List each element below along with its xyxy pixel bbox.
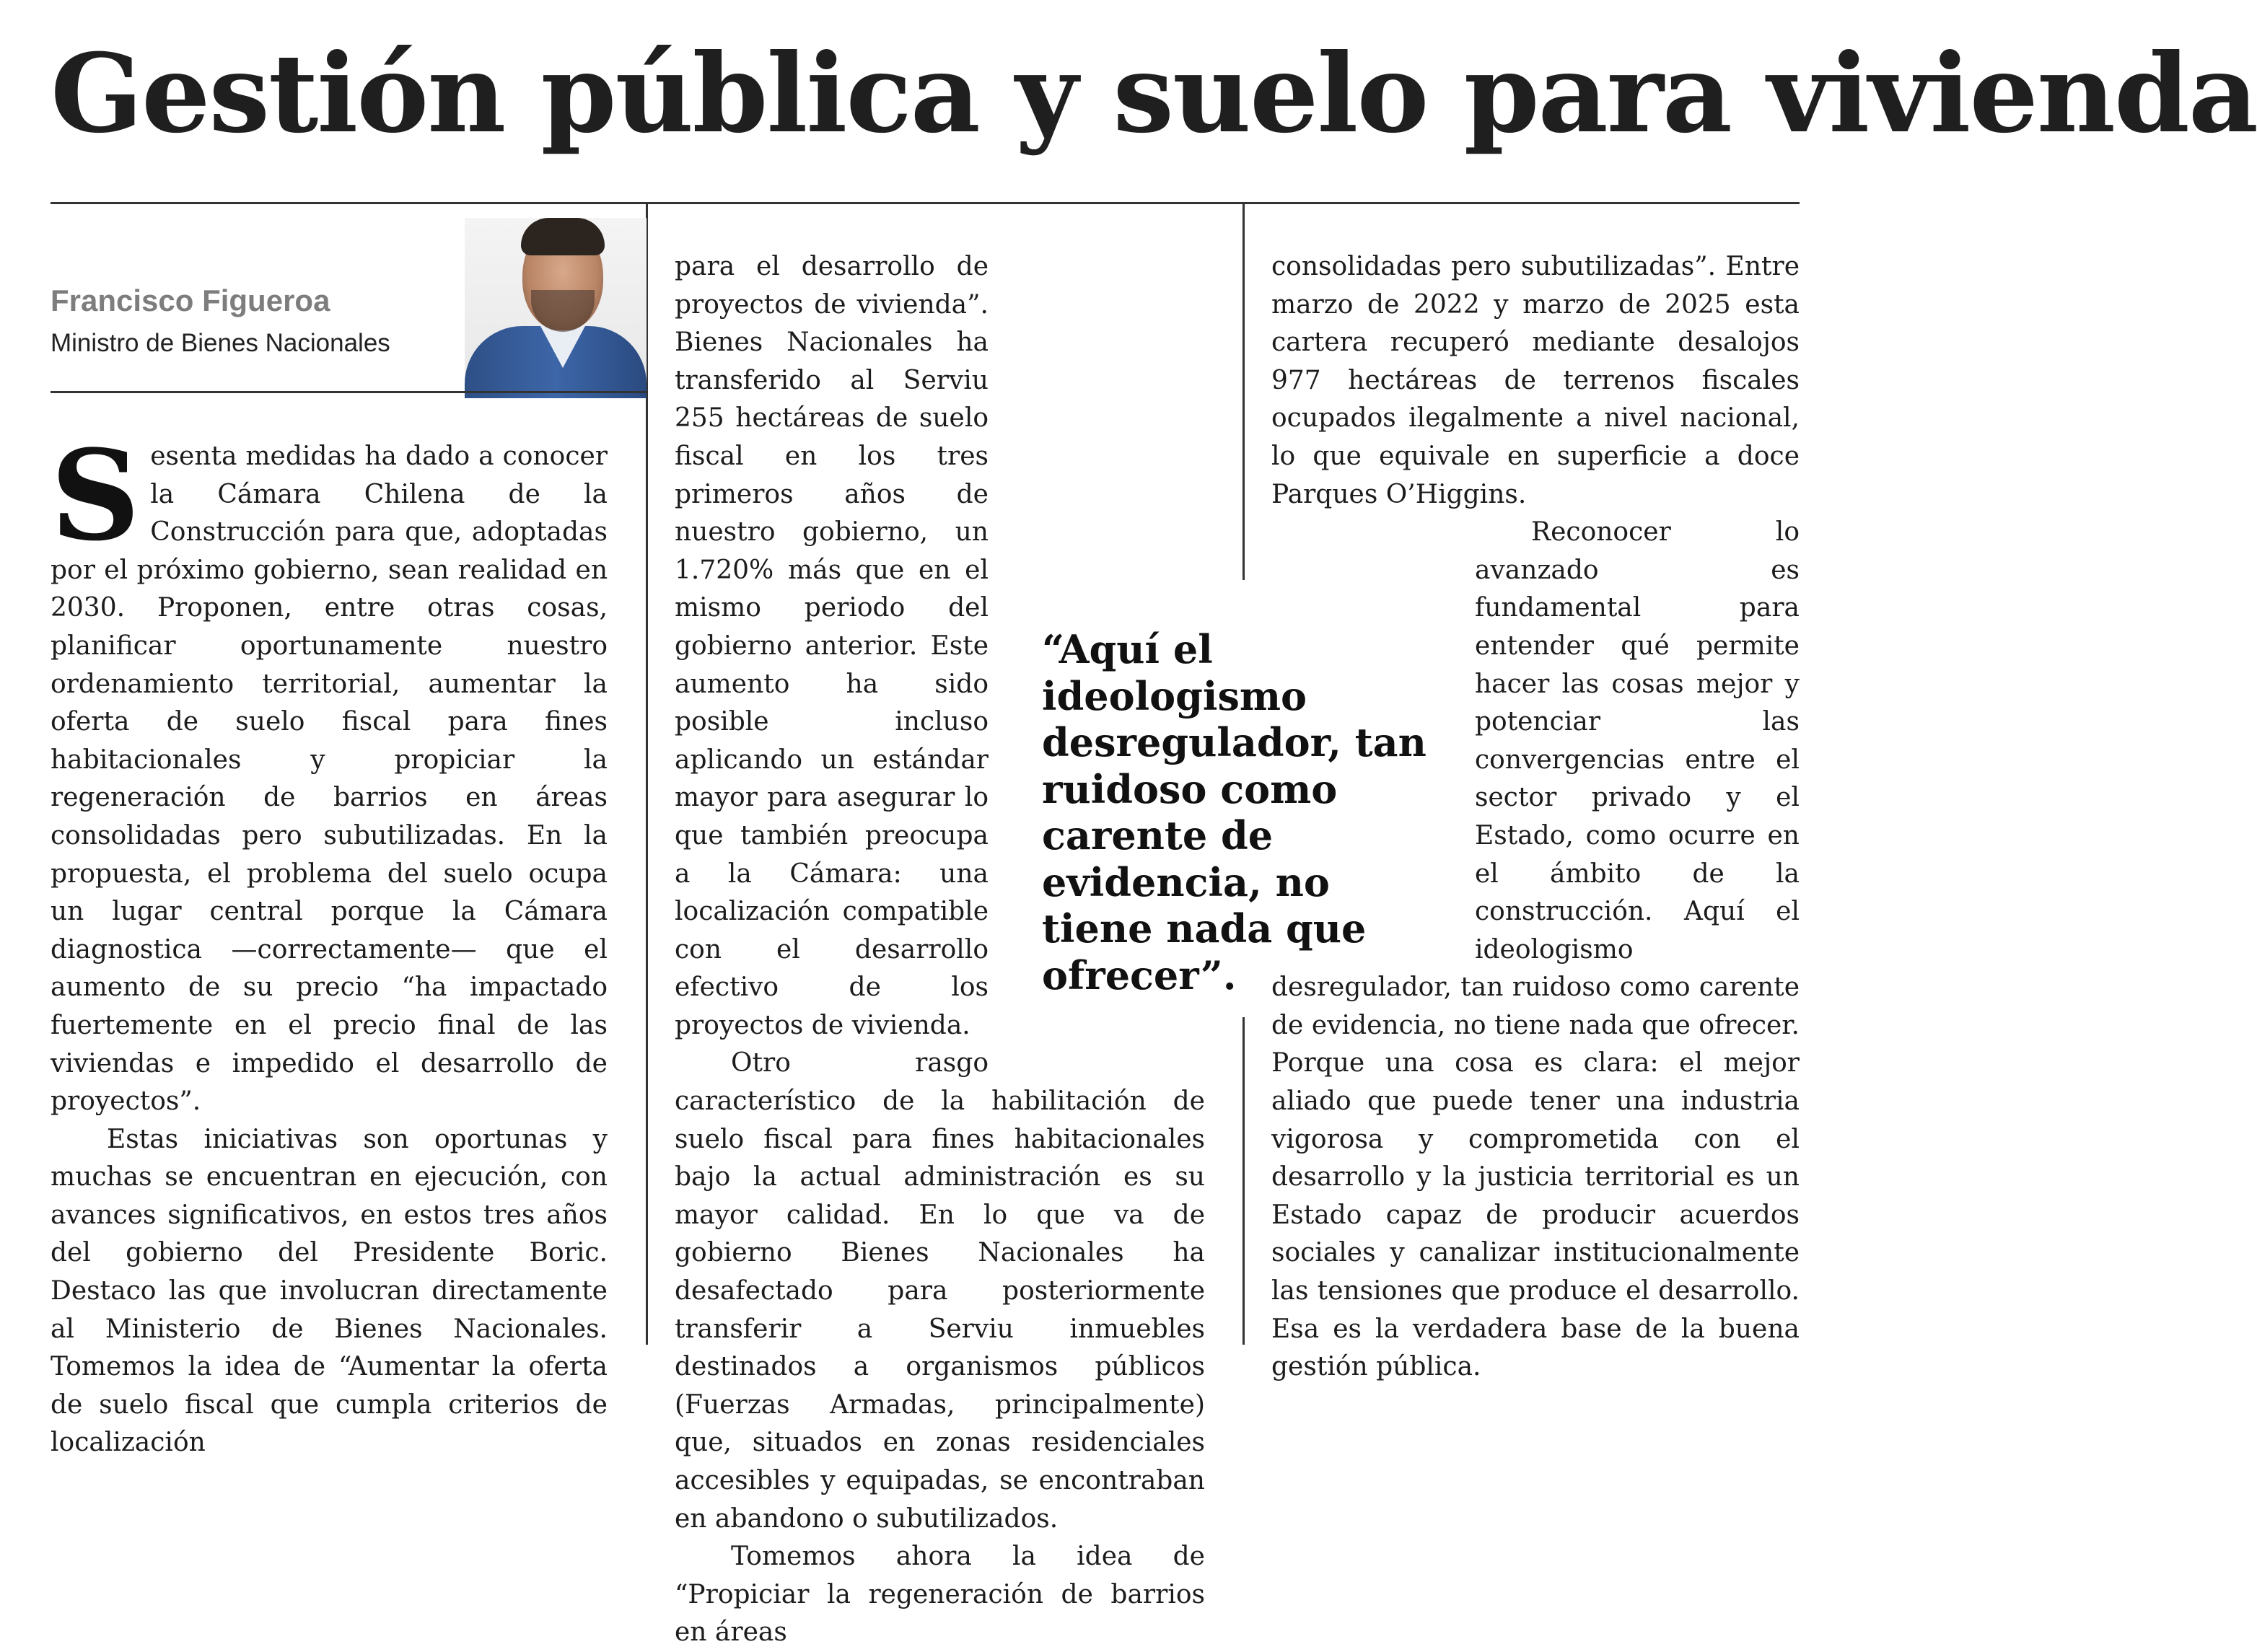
paragraph: Tomemos ahora la idea de “Propiciar la regeneración de barrios en áreas <box>675 1542 1205 1648</box>
column-1 <box>51 422 608 1462</box>
paragraph-text: esenta medidas ha dado a conocer la Cámara Chilena de la Construcción para que, adoptadas por el próximo gobierno, sean realidad en 2030. Proponen, entre otras cosas, planificar oportunamente nuestro ordenamiento territorial, aumentar la oferta de suelo fiscal para fines habitacionales y propiciar la regeneración de barrios en áreas consolidadas pero subutilizadas. En la propuesta, el problema del suelo ocupa un lugar central porque la Cámara diagnostica —correctamente— que el aumento de su precio “ha impactado fuertemente en el precio final de las viviendas e impedido el desarrollo de proyectos”. <box>51 441 608 1117</box>
paragraph <box>51 422 608 1121</box>
headline: Gestión pública y suelo para vivienda <box>51 30 2257 157</box>
byline-rule <box>51 391 647 393</box>
column-divider <box>1243 203 1245 580</box>
drop-cap: S <box>51 422 141 568</box>
paragraph-text: para el desarrollo de proyectos de vivienda”. Bienes Nacionales ha transferido al Serviu 255 hectáreas de suelo fiscal en los tres primeros años de nuestro gobierno, un 1.720% más que en el mismo periodo del gobierno anterior. Este aumento ha sido posible incluso aplicando un estándar mayor para asegurar lo que también preocupa a la Cámara: una localización compatible con el desarrollo efectivo de los proyectos de vivienda. <box>675 252 989 1040</box>
byline <box>51 283 390 359</box>
pull-quote: “Aquí el ideologismo desregulador, tan ruidoso como carente de evidencia, no tiene nada que ofrecer”. <box>1042 626 1426 998</box>
author-role: Ministro de Bienes Nacionales <box>51 329 390 357</box>
paragraph: Estas iniciativas son oportunas y muchas se encuentran en ejecución, con avances significativos, en estos tres años del gobierno del Presidente Boric. Destaco las que involucran directamente al Ministerio de Bienes Nacionales. Tomemos la idea de “Aumentar la oferta de suelo fiscal que cumpla criterios de localización <box>51 1124 608 1458</box>
paragraph: consolidadas pero subutilizadas”. Entre marzo de 2022 y marzo de 2025 esta cartera recuperó mediante desalojos 977 hectáreas de terrenos fiscales ocupados ilegalmente a nivel nacional, lo que equivale en superficie a doce Parques O’Higgins. <box>1271 252 1800 509</box>
author-name: Francisco Figueroa <box>51 284 330 317</box>
paragraph-text: Reconocer lo avanzado es fundamental para entender qué permite hacer las cosas mejor y potenciar las convergencias entre el sector privado y el Estado, como ocurre en el ámbito de la construcción. Aquí el ideologismo desregulador, tan ruidoso como carente de evidencia, no tiene nada que ofrecer. Porque una cosa es clara: el mejor aliado que puede tener una industria vigorosa y comprometida con el desarrollo y la justicia territorial es un Estado capaz de producir acuerdos sociales y canalizar institucionalmente las tensiones que produce el desarrollo. Esa es la verdadera base de la buena gestión pública. <box>1271 517 1800 1382</box>
hair-shape <box>521 218 605 255</box>
top-rule <box>51 202 1800 204</box>
column-divider <box>1243 1017 1245 1345</box>
paragraph: Otro rasgo característico de la habilitación de suelo fiscal para fines habitacionales bajo la actual administración es su mayor calidad. En lo que va de gobierno Bienes Nacionales ha desafectado para posteriormente transferir a Serviu inmuebles destinados a organismos públicos (Fuerzas Armadas, principalmente) que, situados en zonas residenciales accesibles y equipadas, se encontraban en abandono o subutilizados. <box>675 1048 1205 1534</box>
author-photo <box>465 218 647 391</box>
